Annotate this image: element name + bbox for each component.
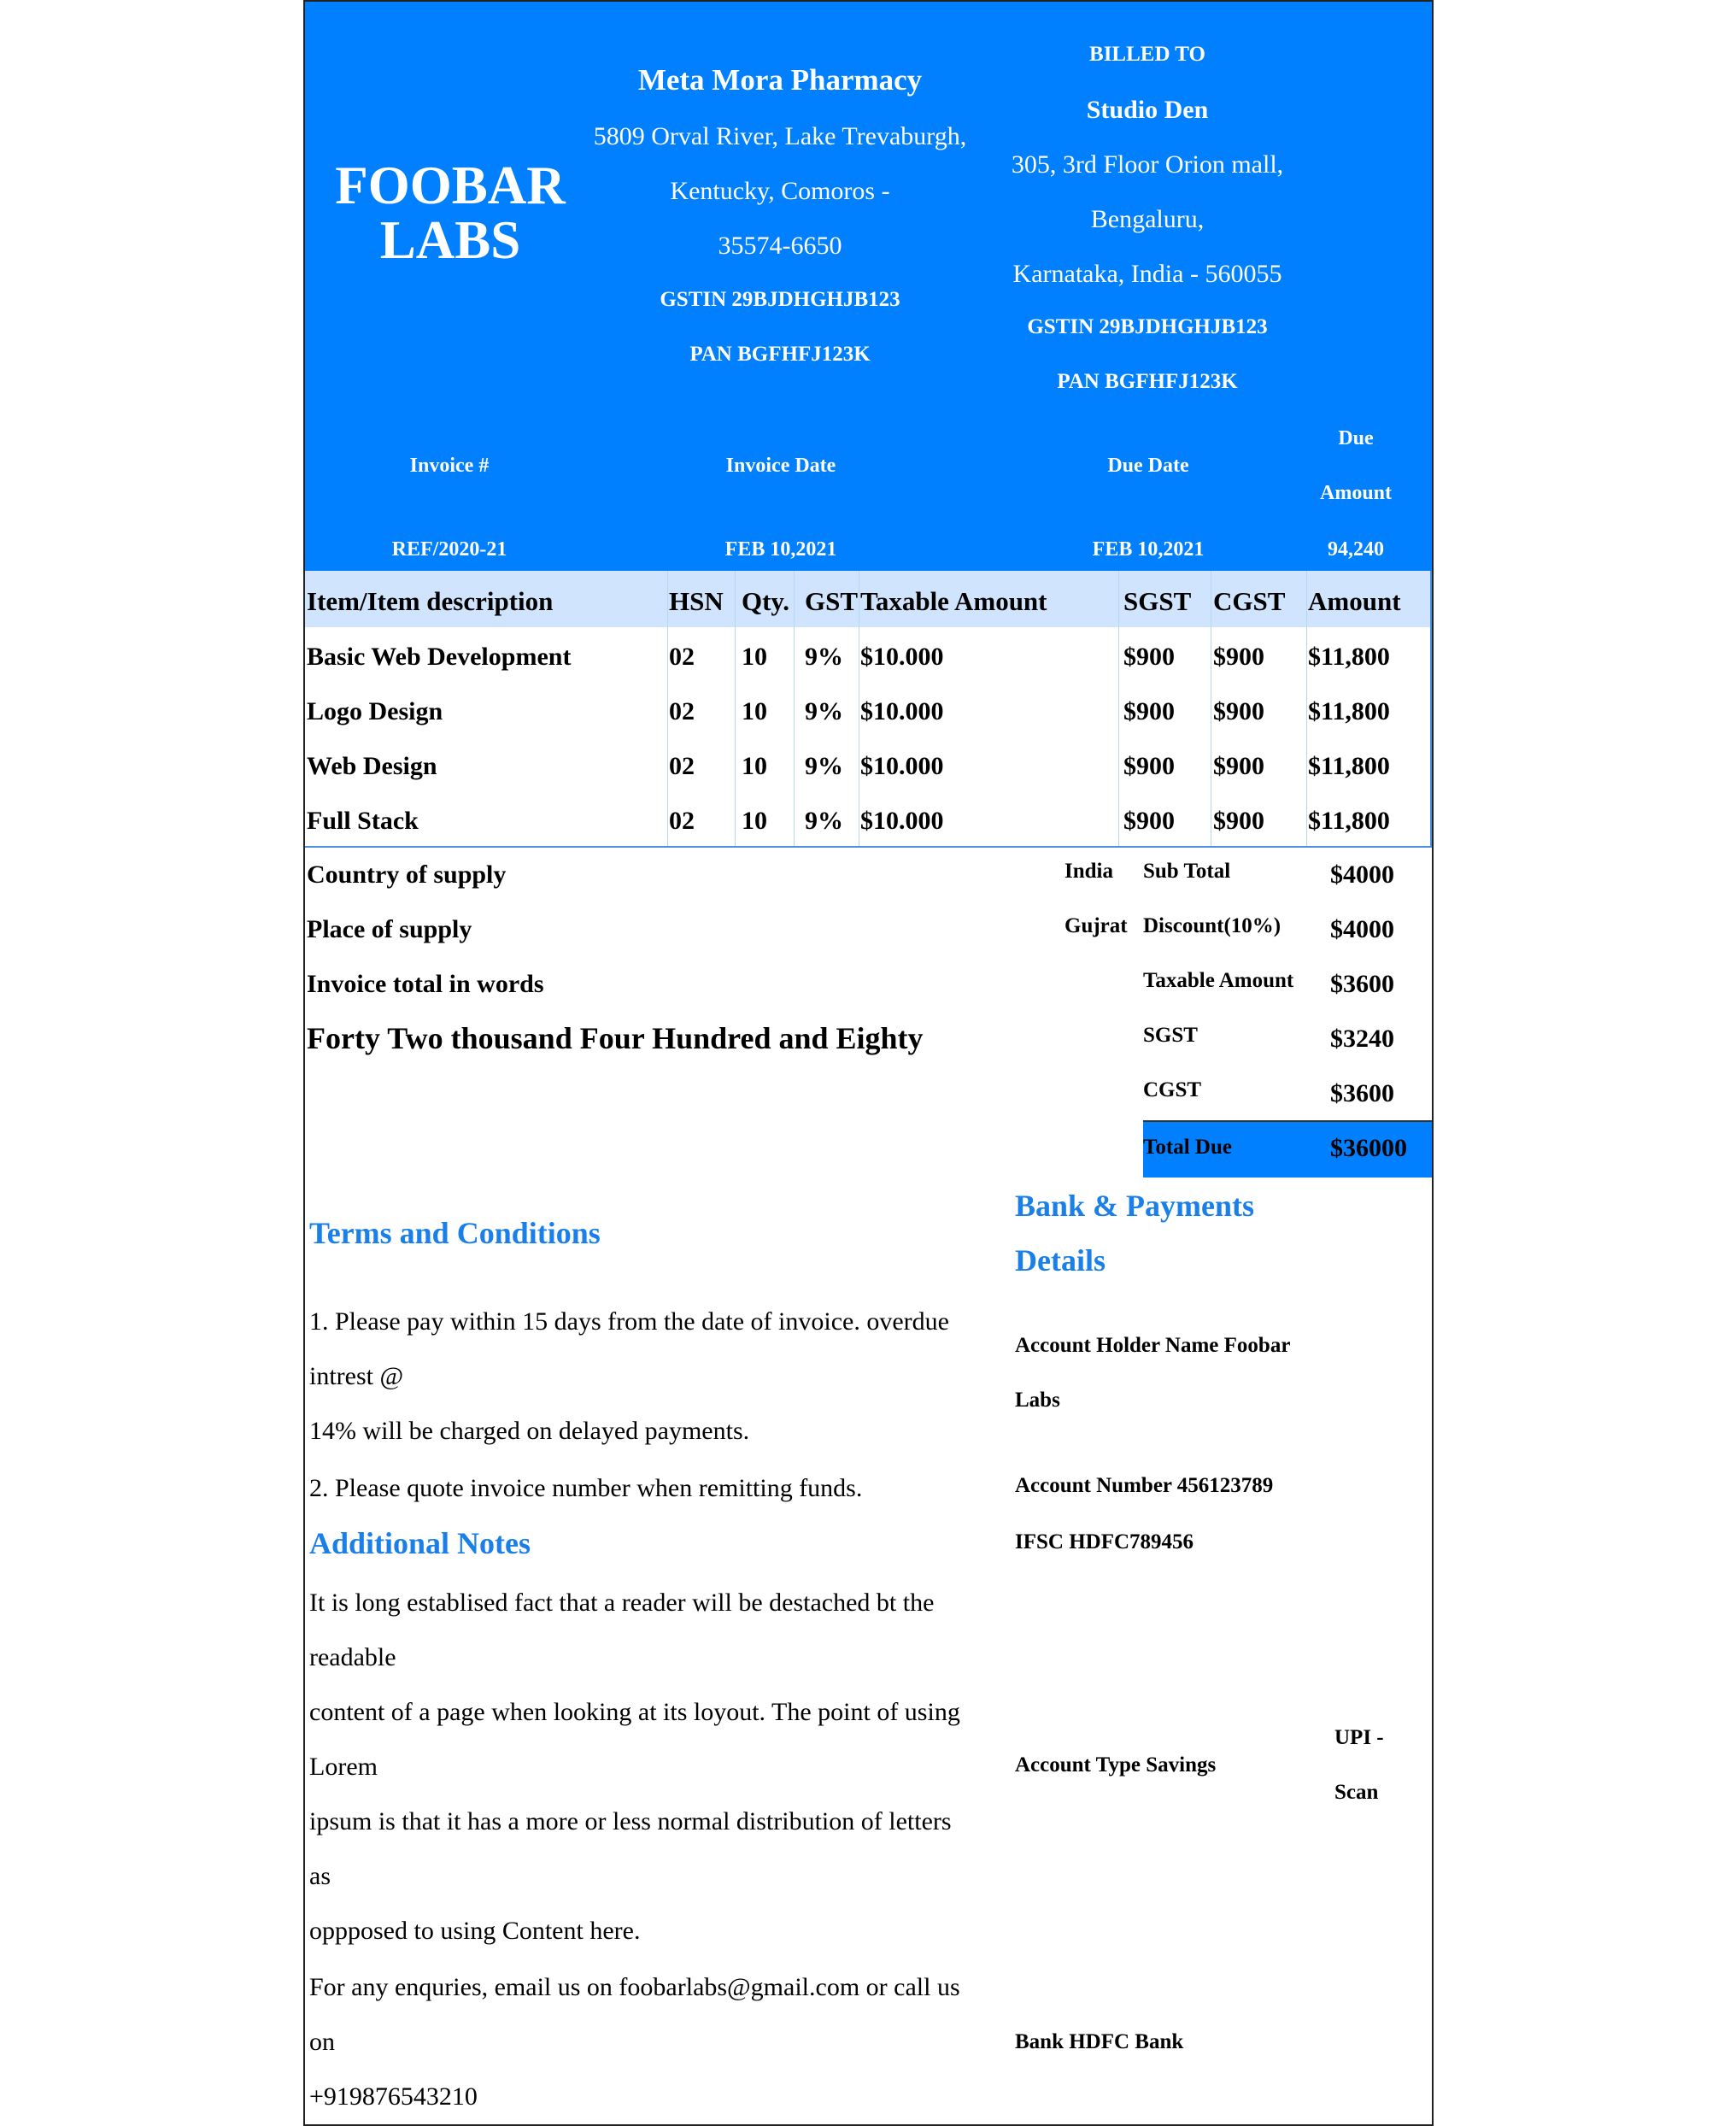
- seller-address-line-3: 35574-6650: [718, 232, 842, 260]
- cell-amount: $11,800: [1308, 807, 1390, 835]
- notes-line: as: [309, 1862, 331, 1890]
- totals-value: $3600: [1330, 970, 1394, 998]
- bank-name: Bank HDFC Bank: [1015, 2030, 1184, 2053]
- cell-hsn: 02: [669, 697, 695, 725]
- billed-to-pan: PAN BGFHFJ123K: [1057, 370, 1238, 393]
- totals-label: SGST: [1143, 1024, 1198, 1047]
- place-of-supply-label: Place of supply: [307, 915, 472, 943]
- cell-taxable-amount: $10.000: [860, 752, 944, 780]
- terms-line: 2. Please quote invoice number when remitting funds.: [309, 1474, 863, 1502]
- cell-item-description: Logo Design: [307, 697, 443, 725]
- cell-gst: 9%: [805, 697, 843, 725]
- invoice-date-value: FEB 10,2021: [724, 538, 837, 561]
- seller-name: Meta Mora Pharmacy: [637, 63, 923, 97]
- cell-sgst: $900: [1123, 697, 1175, 725]
- country-of-supply-label: Country of supply: [307, 860, 507, 889]
- column-divider: [735, 571, 736, 846]
- cell-gst: 9%: [805, 752, 843, 780]
- items-table: [305, 571, 1432, 848]
- due-amount-label-line-1: Due: [1338, 427, 1374, 449]
- cell-cgst: $900: [1213, 643, 1264, 671]
- cell-qty: 10: [742, 807, 767, 835]
- header-amount: Amount: [1308, 586, 1401, 616]
- cell-amount: $11,800: [1308, 697, 1390, 725]
- cell-taxable-amount: $10.000: [860, 807, 944, 835]
- billed-to-name: Studio Den: [1086, 96, 1209, 124]
- invoice-total-words-label: Invoice total in words: [307, 970, 544, 998]
- cell-cgst: $900: [1213, 697, 1264, 725]
- invoice-header: [305, 2, 1432, 571]
- notes-line: ipsum is that it has a more or less normal distribution of letters: [309, 1807, 952, 1835]
- cell-hsn: 02: [669, 643, 695, 671]
- notes-line: on: [309, 2028, 335, 2056]
- cell-cgst: $900: [1213, 752, 1264, 780]
- notes-line: +919876543210: [309, 2082, 478, 2111]
- bank-title-line-1: Bank & Payments: [1015, 1189, 1255, 1223]
- header-qty: Qty.: [742, 586, 789, 616]
- header-sgst: SGST: [1123, 586, 1192, 616]
- billed-to-address-line-3: Karnataka, India - 560055: [1012, 260, 1282, 288]
- column-divider: [1118, 571, 1119, 846]
- totals-value: $3600: [1330, 1079, 1394, 1107]
- cell-item-description: Web Design: [307, 752, 437, 780]
- cell-hsn: 02: [669, 752, 695, 780]
- cell-qty: 10: [742, 697, 767, 725]
- total-due-label: Total Due: [1143, 1136, 1232, 1159]
- billed-to-address-line-1: 305, 3rd Floor Orion mall,: [1011, 150, 1284, 179]
- column-divider: [1306, 571, 1307, 846]
- billed-to-gstin: GSTIN 29BJDHGHJB123: [1027, 315, 1268, 338]
- upi-label-line-2: Scan: [1334, 1781, 1379, 1804]
- totals-label: Sub Total: [1143, 860, 1231, 883]
- logo-line-2: LABS: [379, 210, 521, 270]
- totals-label: CGST: [1143, 1078, 1202, 1101]
- cell-amount: $11,800: [1308, 752, 1390, 780]
- terms-title: Terms and Conditions: [309, 1216, 601, 1250]
- totals-label: Taxable Amount: [1143, 969, 1294, 992]
- due-amount-value: 94,240: [1328, 538, 1384, 561]
- notes-line: For any enquries, email us on foobarlabs@gmail.com or call us: [309, 1973, 960, 2001]
- totals-value: $4000: [1330, 915, 1394, 943]
- due-date-value: FEB 10,2021: [1092, 538, 1205, 561]
- country-of-supply-value: India: [1064, 860, 1113, 883]
- header-hsn: HSN: [669, 586, 724, 616]
- seller-pan: PAN BGFHFJ123K: [689, 343, 871, 366]
- cell-item-description: Full Stack: [307, 807, 419, 835]
- column-divider: [667, 571, 668, 846]
- terms-line: intrest @: [309, 1362, 404, 1390]
- cell-gst: 9%: [805, 643, 843, 671]
- header-taxable-amount: Taxable Amount: [860, 586, 1047, 616]
- notes-line: readable: [309, 1643, 396, 1671]
- due-date-label: Due Date: [1107, 455, 1189, 477]
- cell-sgst: $900: [1123, 643, 1175, 671]
- due-amount-label-line-2: Amount: [1319, 482, 1393, 504]
- seller-address-line-2: Kentucky, Comoros -: [670, 177, 890, 205]
- account-number: Account Number 456123789: [1015, 1474, 1274, 1497]
- ifsc-code: IFSC HDFC789456: [1015, 1530, 1194, 1553]
- billed-to-label: BILLED TO: [1089, 43, 1205, 66]
- account-type: Account Type Savings: [1015, 1753, 1217, 1777]
- seller-gstin: GSTIN 29BJDHGHJB123: [660, 288, 900, 311]
- seller-address-line-1: 5809 Orval River, Lake Trevaburgh,: [593, 122, 967, 150]
- invoice-number-label: Invoice #: [409, 455, 490, 477]
- totals-label: Discount(10%): [1143, 914, 1281, 937]
- invoice-number-value: REF/2020-21: [391, 538, 507, 561]
- cell-amount: $11,800: [1308, 643, 1390, 671]
- column-divider: [794, 571, 795, 846]
- cell-item-description: Basic Web Development: [307, 643, 572, 671]
- cell-taxable-amount: $10.000: [860, 643, 944, 671]
- invoice-document: [303, 0, 1434, 2126]
- logo-line-1: FOOBAR: [335, 156, 566, 215]
- total-due-value: $36000: [1330, 1134, 1407, 1162]
- totals-value: $3240: [1330, 1025, 1394, 1053]
- cell-cgst: $900: [1213, 807, 1264, 835]
- cell-qty: 10: [742, 752, 767, 780]
- bank-title-line-2: Details: [1015, 1243, 1106, 1277]
- totals-value: $4000: [1330, 860, 1394, 889]
- invoice-total-words: Forty Two thousand Four Hundred and Eighty: [307, 1021, 924, 1055]
- place-of-supply-value: Gujrat: [1064, 914, 1128, 937]
- header-item-description: Item/Item description: [307, 586, 554, 616]
- invoice-date-label: Invoice Date: [725, 455, 836, 477]
- terms-line: 1. Please pay within 15 days from the date of invoice. overdue: [309, 1307, 949, 1336]
- company-logo: [335, 156, 566, 270]
- terms-line: 14% will be charged on delayed payments.: [309, 1417, 750, 1445]
- upi-label-line-1: UPI -: [1334, 1726, 1384, 1749]
- account-holder-line-1: Account Holder Name Foobar: [1015, 1334, 1291, 1357]
- billed-to-address-line-2: Bengaluru,: [1090, 205, 1205, 233]
- total-due-box: [1143, 1120, 1432, 1178]
- notes-line: Lorem: [309, 1753, 378, 1781]
- cell-taxable-amount: $10.000: [860, 697, 944, 725]
- notes-title: Additional Notes: [309, 1526, 531, 1560]
- cell-sgst: $900: [1123, 807, 1175, 835]
- cell-hsn: 02: [669, 807, 695, 835]
- notes-line: It is long establised fact that a reader will be destached bt the: [309, 1589, 935, 1617]
- notes-line: content of a page when looking at its loyout. The point of using: [309, 1698, 960, 1726]
- account-holder-line-2: Labs: [1015, 1389, 1060, 1412]
- cell-gst: 9%: [805, 807, 843, 835]
- header-gst: GST: [805, 586, 859, 616]
- cell-sgst: $900: [1123, 752, 1175, 780]
- cell-qty: 10: [742, 643, 767, 671]
- header-cgst: CGST: [1213, 586, 1286, 616]
- notes-line: oppposed to using Content here.: [309, 1917, 641, 1945]
